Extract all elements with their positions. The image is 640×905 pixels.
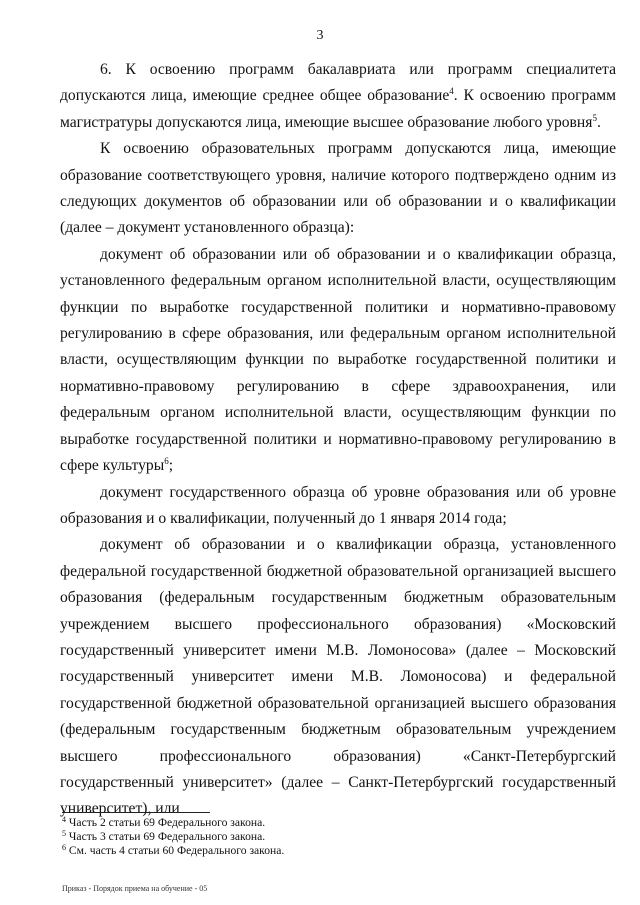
- footnote-divider: [62, 812, 210, 813]
- paragraph: [60, 136, 616, 242]
- footnote: [62, 816, 602, 830]
- footnote-ref: 5: [592, 112, 597, 123]
- footnote-number: 4: [62, 815, 66, 824]
- paragraph: [60, 57, 616, 136]
- page-number: 3: [316, 28, 324, 43]
- paragraph-text: документ об образовании и о квалификации образца, установленного федеральной государственной бюджетной образовательной организацией высшего образования (федеральным государственным бюджетным образовательным учреждением высшего профессионального образования) «Московский государственный университет имени М.В. Ломоносова» (далее – Московский государственный университет имени М.В. Ломоносова) и федеральной государственной бюджетной образовательной организацией высшего образования (федеральным государственным бюджетным образовательным учреждением высшего профессионального образования) «Санкт-Петербургский государственный университет» (далее – Санкт-Петербургский государственный университет), или: [60, 536, 616, 818]
- paragraph-text: документ государственного образца об уровне образования или об уровне образования и о квалификации, полученный до 1 января 2014 года;: [60, 483, 616, 527]
- footnotes: [62, 816, 602, 858]
- paragraph-text: 6. К освоению программ бакалавриата или программ специалитета допускаются лица, имеющие среднее общее образование: [60, 61, 616, 105]
- footnote-text: См. часть 4 статьи 60 Федерального закона.: [66, 844, 285, 857]
- paragraph: [60, 480, 616, 533]
- footnote-number: 5: [62, 829, 66, 838]
- paragraph: [60, 242, 616, 480]
- paragraph-text: . К освоению программ магистратуры допускаются лица, имеющие высшее образование любого уровня: [60, 87, 616, 131]
- footnote-ref: 6: [164, 456, 169, 467]
- footnote-text: Часть 3 статьи 69 Федерального закона.: [66, 830, 266, 843]
- document-body: [60, 57, 616, 823]
- paragraph-text: К освоению образовательных программ допускаются лица, имеющие образование соответствующего уровня, наличие которого подтверждено одним из следующих документов об образовании или об образовании и о квалификации (далее – документ установленного образца):: [60, 140, 616, 237]
- footnote-number: 6: [62, 843, 66, 852]
- footnote-ref: 4: [449, 86, 454, 97]
- footnote-text: Часть 2 статьи 69 Федерального закона.: [66, 816, 266, 829]
- footnote: [62, 844, 602, 858]
- paragraph: [60, 532, 616, 822]
- paragraph-text: .: [596, 113, 601, 131]
- paragraph-text: ;: [168, 457, 174, 475]
- paragraph-text: документ об образовании или об образовании и о квалификации образца, установленного федеральным органом исполнительной власти, осуществляющим функции по выработке государственной политики и нормативно-правовому регулированию в сфере образования, или федеральным органом исполнительной власти, осуществляющим функции по выработке государственной политики и нормативно-правовому регулированию в сфере здравоохранения, или федеральным органом исполнительной власти, осуществляющим функции по выработке государственной политики и нормативно-правовому регулированию в сфере культуры: [60, 245, 616, 475]
- footnote: [62, 830, 602, 844]
- document-footer: Приказ - Порядок приема на обучение - 05: [62, 884, 208, 893]
